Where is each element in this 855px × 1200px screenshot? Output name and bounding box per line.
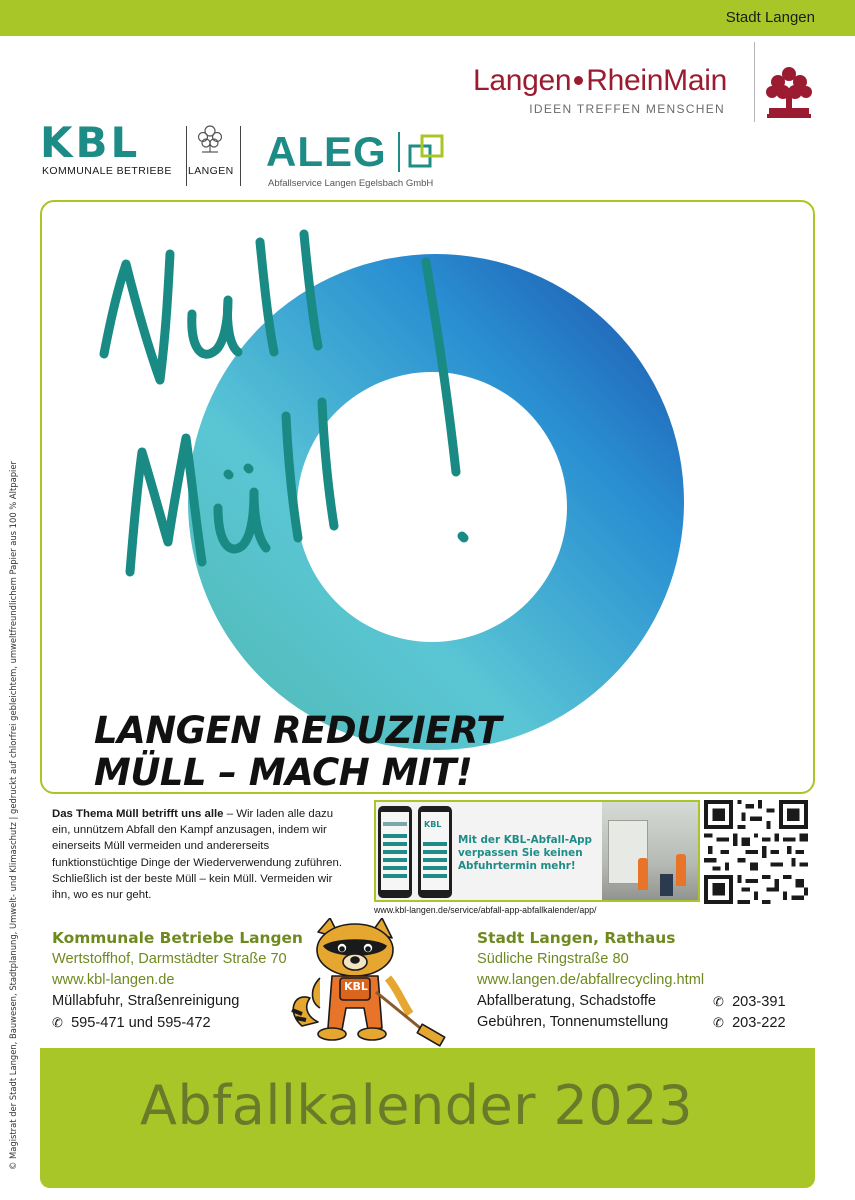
kbl-mark: KBL — [40, 118, 141, 167]
intro-body: – Wir laden alle dazu ein, unnützem Abfall den Kampf anzusagen, indem wir einerseits Müll vermeiden und andererseits funktionstüchtige Dinge der Wiederverwendung zuführen. Schließlich ist der beste Müll – kein Müll. Vermeiden wir ihn, wo es nur geht. — [52, 808, 342, 902]
kbl-divider — [186, 126, 187, 186]
brand-word-right: RheinMain — [586, 64, 727, 97]
aleg-subtitle: Abfallservice Langen Egelsbach GmbH — [268, 178, 434, 189]
intro-lead: Das Thema Müll betrifft uns alle — [52, 808, 224, 820]
brand-wordmark — [473, 64, 727, 98]
zero-ring-graphic — [42, 202, 815, 794]
brand-tagline: IDEEN TREFFEN MENSCHEN — [529, 102, 725, 116]
rathaus-contact-title: Stadt Langen, Rathaus — [477, 929, 676, 947]
kbl-subtitle-langen: LANGEN — [188, 165, 234, 177]
langen-rheinmain-logo — [457, 42, 837, 122]
calendar-title: Abfallkalender 2023 — [140, 1074, 693, 1137]
app-promo-text: Mit der KBL-Abfall-App verpassen Sie keinen Abfuhrtermin mehr! — [458, 834, 592, 872]
tree-icon — [196, 124, 224, 154]
raccoon-mascot — [280, 918, 460, 1054]
headline-line-2: MÜLL – MACH MIT! — [94, 751, 473, 794]
top-bar — [0, 0, 855, 36]
city-label: Stadt Langen — [725, 9, 815, 26]
footer-band — [40, 1048, 815, 1188]
mascot-label: KBL — [344, 980, 368, 993]
kbl-contact-block — [52, 928, 303, 1034]
brand-word-left: Langen — [472, 64, 572, 97]
kbl-subtitle: KOMMUNALE BETRIEBE — [42, 165, 172, 177]
brand-divider — [754, 42, 755, 122]
worker-figure — [676, 854, 686, 886]
kbl-contact-phone[interactable]: 595-471 und 595-472 — [71, 1015, 211, 1031]
phone-icon: ✆ — [713, 1015, 724, 1030]
app-url[interactable]: www.kbl-langen.de/service/abfall-app-abfallkalender/app/ — [374, 905, 597, 915]
brand-dot — [574, 76, 583, 85]
rathaus-line2-phone[interactable]: 203-222 — [732, 1015, 786, 1031]
headline-line-1: LANGEN REDUZIERT — [94, 709, 502, 752]
phone-icon: ✆ — [713, 994, 724, 1009]
aleg-mark: ALEG — [266, 128, 387, 175]
rathaus-contact-row-2 — [477, 1012, 807, 1033]
phone-mockup-1 — [378, 806, 412, 898]
rathaus-contact-block — [477, 928, 807, 1033]
hero-headline — [94, 710, 501, 794]
rathaus-line1-label: Abfallberatung, Schadstoffe — [477, 993, 657, 1009]
aleg-squares-icon — [406, 132, 450, 172]
waste-bin — [660, 874, 673, 896]
intro-paragraph — [52, 806, 352, 903]
rathaus-contact-web[interactable]: www.langen.de/abfallrecycling.html — [477, 972, 705, 988]
kbl-logo — [40, 118, 250, 190]
rathaus-line1-phone[interactable]: 203-391 — [732, 994, 786, 1010]
aleg-divider — [398, 132, 400, 172]
kbl-contact-phone-row — [52, 1012, 292, 1034]
phone-icon: ✆ — [52, 1015, 63, 1030]
city-crest-icon — [763, 64, 815, 120]
kbl-divider-right — [240, 126, 241, 186]
kbl-contact-address: Wertstoffhof, Darmstädter Straße 70 — [52, 951, 287, 967]
hero-frame — [40, 200, 815, 794]
kbl-contact-services: Müllabfuhr, Straßenreinigung — [52, 993, 240, 1009]
side-credit: © Magistrat der Stadt Langen, Bauwesen, Stadtplanung, Umwelt- und Klimaschutz | gedruckt auf chlorfrei gebleichtem, umweltfreundlichem Papier aus 100 % Altpapier — [8, 461, 18, 1170]
qr-code-icon[interactable] — [704, 800, 808, 904]
app-promo-box[interactable] — [374, 800, 700, 902]
rathaus-line2-label: Gebühren, Tonnenumstellung — [477, 1014, 669, 1030]
phone-mockup-2 — [418, 806, 452, 898]
phone-brand: KBL — [424, 820, 442, 829]
aleg-logo — [266, 128, 486, 192]
kbl-contact-title: Kommunale Betriebe Langen — [52, 929, 303, 947]
rathaus-contact-address: Südliche Ringstraße 80 — [477, 951, 629, 967]
rathaus-contact-row-1 — [477, 991, 807, 1012]
kbl-contact-web[interactable]: www.kbl-langen.de — [52, 972, 175, 988]
worker-figure — [638, 858, 648, 890]
